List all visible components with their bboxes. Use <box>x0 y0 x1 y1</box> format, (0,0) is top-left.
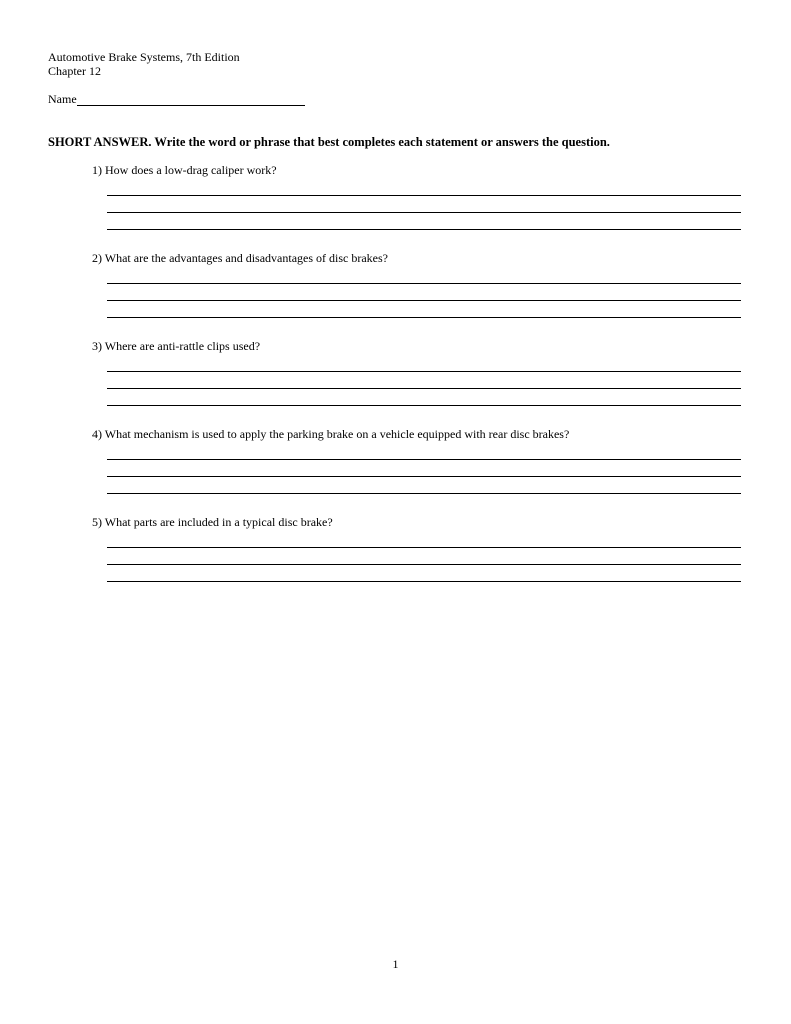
name-row <box>48 92 305 106</box>
answer-line[interactable] <box>107 405 741 406</box>
answer-line[interactable] <box>107 300 741 301</box>
question-block <box>92 339 752 353</box>
book-title: Automotive Brake Systems, 7th Edition <box>48 50 240 64</box>
answer-line[interactable] <box>107 229 741 230</box>
answer-line[interactable] <box>107 317 741 318</box>
name-blank-line[interactable] <box>77 94 305 106</box>
question-text: 5) What parts are included in a typical disc brake? <box>92 515 333 529</box>
question-text: 1) How does a low-drag caliper work? <box>92 163 277 177</box>
answer-line[interactable] <box>107 195 741 196</box>
question-block <box>92 515 752 529</box>
question-text: 4) What mechanism is used to apply the parking brake on a vehicle equipped with rear disc brakes? <box>92 427 570 441</box>
section-instructions: SHORT ANSWER. Write the word or phrase that best completes each statement or answers the question. <box>48 135 610 149</box>
answer-line[interactable] <box>107 547 741 548</box>
answer-line[interactable] <box>107 371 741 372</box>
question-text: 3) Where are anti-rattle clips used? <box>92 339 261 353</box>
question-block <box>92 251 752 265</box>
answer-line[interactable] <box>107 493 741 494</box>
answer-line[interactable] <box>107 476 741 477</box>
answer-line[interactable] <box>107 581 741 582</box>
chapter-label: Chapter 12 <box>48 64 101 78</box>
question-text: 2) What are the advantages and disadvantages of disc brakes? <box>92 251 388 265</box>
answer-line[interactable] <box>107 388 741 389</box>
answer-line[interactable] <box>107 459 741 460</box>
answer-line[interactable] <box>107 283 741 284</box>
answer-line[interactable] <box>107 212 741 213</box>
page-number: 1 <box>392 957 399 971</box>
question-block <box>92 163 752 177</box>
answer-line[interactable] <box>107 564 741 565</box>
question-block <box>92 427 752 441</box>
name-label: Name <box>48 92 77 106</box>
